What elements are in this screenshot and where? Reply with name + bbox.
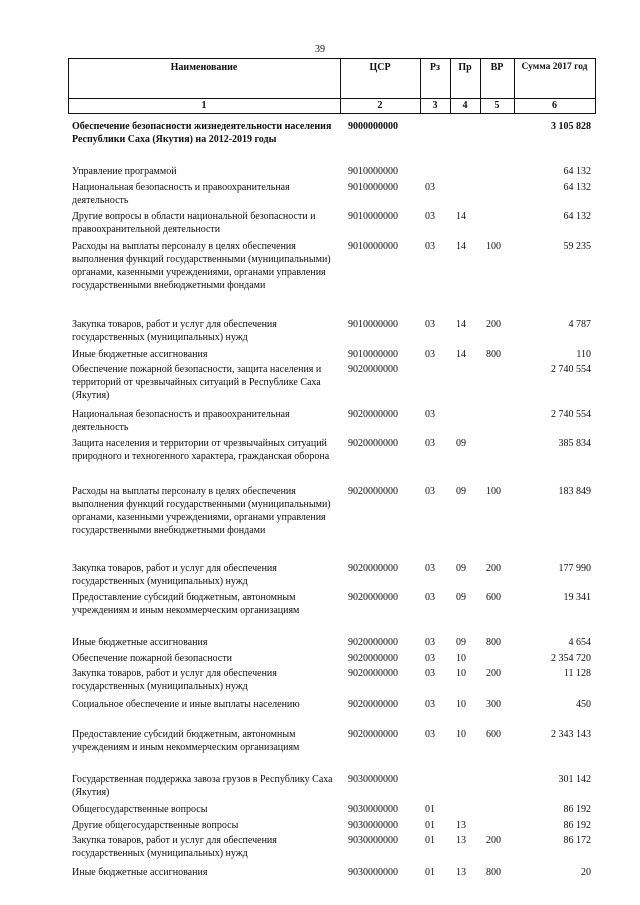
row-pr: 14 [456,319,466,330]
row-rz: 03 [425,592,435,603]
row-csr: 9020000000 [348,438,398,449]
row-rz: 03 [425,438,435,449]
row-csr: 9030000000 [348,820,398,831]
row-pr: 09 [456,486,466,497]
row-rz: 01 [425,820,435,831]
row-vr: 200 [486,668,501,679]
row-name: Другие общегосударственные вопросы [72,820,239,831]
row-sum: 110 [576,349,591,360]
row-pr: 09 [456,592,466,603]
row-sum: 11 128 [563,668,591,679]
row-vr: 100 [486,241,501,252]
row-sum: 183 849 [558,486,591,497]
row-csr: 9020000000 [348,699,398,710]
row-sum: 4 787 [568,319,591,330]
row-name: Предоставление субсидий бюджетным, автономным учреждениям и иным некоммерческим организациям [72,592,300,616]
row-sum: 86 172 [563,835,591,846]
header-number: 5 [494,100,500,111]
row-name: Расходы на выплаты персоналу в целях обеспечения выполнения функций государственными (муниципальными) органами, казенными учреждениями, органами управления государственными внебюджетными фондами [72,241,331,291]
header-rz: Рз [429,62,441,73]
row-rz: 01 [425,804,435,815]
row-csr: 9020000000 [348,592,398,603]
header-number: 4 [462,100,468,111]
row-csr: 9020000000 [348,486,398,497]
row-sum: 2 343 143 [551,729,591,740]
row-rz: 03 [425,653,435,664]
row-vr: 300 [486,699,501,710]
row-pr: 13 [456,867,466,878]
row-vr: 600 [486,592,501,603]
row-name: Национальная безопасность и правоохранительная деятельность [72,182,290,206]
row-rz: 03 [425,182,435,193]
header-vr: ВР [490,62,504,73]
row-csr: 9020000000 [348,668,398,679]
row-pr: 09 [456,563,466,574]
row-vr: 200 [486,319,501,330]
row-pr: 13 [456,835,466,846]
row-name: Другие вопросы в области национальной безопасности и правоохранительной деятельности [72,211,316,235]
row-rz: 03 [425,563,435,574]
row-csr: 9020000000 [348,653,398,664]
row-csr: 9020000000 [348,729,398,740]
row-pr: 10 [456,668,466,679]
row-sum: 19 341 [563,592,591,603]
row-sum: 301 142 [558,774,591,785]
row-name: Закупка товаров, работ и услуг для обеспечения государственных (муниципальных) нужд [72,563,277,587]
row-csr: 9020000000 [348,364,398,375]
header-number: 3 [432,100,438,111]
row-sum: 64 132 [563,182,591,193]
row-rz: 03 [425,486,435,497]
row-sum: 3 105 828 [551,121,591,132]
header-number: 1 [201,100,207,111]
row-csr: 9010000000 [348,211,398,222]
row-name: Общегосударственные вопросы [72,804,208,815]
row-sum: 450 [576,699,591,710]
row-csr: 9010000000 [348,241,398,252]
row-pr: 10 [456,699,466,710]
row-name: Расходы на выплаты персоналу в целях обеспечения выполнения функций государственными (муниципальными) органами, казенными учреждениями, органами управления государственными внебюджетными фондами [72,486,331,536]
row-name: Государственная поддержка завоза грузов в Республику Саха (Якутия) [72,774,333,798]
header-sum: Сумма 2017 год [521,62,588,72]
header-name: Наименование [170,62,238,73]
row-sum: 2 740 554 [551,364,591,375]
row-rz: 01 [425,835,435,846]
header-csr: ЦСР [369,62,391,73]
row-name: Обеспечение пожарной безопасности, защита населения и территорий от чрезвычайных ситуаций в Республике Саха (Якутия) [72,364,322,401]
row-vr: 200 [486,563,501,574]
row-sum: 20 [581,867,591,878]
row-csr: 9020000000 [348,637,398,648]
row-vr: 800 [486,867,501,878]
row-pr: 14 [456,241,466,252]
row-sum: 385 834 [558,438,591,449]
row-name: Национальная безопасность и правоохранительная деятельность [72,409,290,433]
row-name: Иные бюджетные ассигнования [72,637,208,648]
row-rz: 03 [425,637,435,648]
row-sum: 64 132 [563,211,591,222]
row-rz: 03 [425,729,435,740]
row-sum: 64 132 [563,166,591,177]
row-sum: 59 235 [563,241,591,252]
row-csr: 9030000000 [348,867,398,878]
row-rz: 03 [425,409,435,420]
row-csr: 9020000000 [348,409,398,420]
row-vr: 800 [486,637,501,648]
row-sum: 86 192 [563,804,591,815]
row-sum: 2 354 720 [551,653,591,664]
row-csr: 9010000000 [348,182,398,193]
row-name: Управление программой [72,166,177,177]
row-name: Обеспечение безопасности жизнедеятельности населения Республики Саха (Якутия) на 2012-2019 годы [72,121,332,145]
row-pr: 14 [456,211,466,222]
row-vr: 800 [486,349,501,360]
header-number: 2 [377,100,383,111]
row-csr: 9010000000 [348,349,398,360]
row-name: Обеспечение пожарной безопасности [72,653,233,664]
row-rz: 01 [425,867,435,878]
row-rz: 03 [425,349,435,360]
row-pr: 14 [456,349,466,360]
row-rz: 03 [425,241,435,252]
row-csr: 9030000000 [348,804,398,815]
row-sum: 2 740 554 [551,409,591,420]
row-csr: 9030000000 [348,835,398,846]
row-rz: 03 [425,668,435,679]
row-name: Закупка товаров, работ и услуг для обеспечения государственных (муниципальных) нужд [72,668,277,692]
row-pr: 09 [456,438,466,449]
row-name: Защита населения и территории от чрезвычайных ситуаций природного и техногенного характера, гражданская оборона [72,438,330,462]
row-rz: 03 [425,211,435,222]
row-csr: 9010000000 [348,166,398,177]
row-vr: 600 [486,729,501,740]
row-name: Социальное обеспечение и иные выплаты населению [72,699,300,710]
row-name: Иные бюджетные ассигнования [72,349,208,360]
row-name: Предоставление субсидий бюджетным, автономным учреждениям и иным некоммерческим организациям [72,729,300,753]
row-sum: 4 654 [568,637,591,648]
row-name: Закупка товаров, работ и услуг для обеспечения государственных (муниципальных) нужд [72,835,277,859]
row-pr: 13 [456,820,466,831]
row-vr: 200 [486,835,501,846]
row-pr: 10 [456,653,466,664]
row-sum: 86 192 [563,820,591,831]
row-rz: 03 [425,699,435,710]
header-pr: Пр [458,62,472,73]
row-pr: 09 [456,637,466,648]
row-csr: 9030000000 [348,774,398,785]
row-csr: 9000000000 [348,121,398,132]
header-number: 6 [552,100,557,111]
row-csr: 9010000000 [348,319,398,330]
row-rz: 03 [425,319,435,330]
row-csr: 9020000000 [348,563,398,574]
row-pr: 10 [456,729,466,740]
row-vr: 100 [486,486,501,497]
page-number: 39 [315,44,325,55]
row-name: Иные бюджетные ассигнования [72,867,208,878]
row-sum: 177 990 [558,563,591,574]
row-name: Закупка товаров, работ и услуг для обеспечения государственных (муниципальных) нужд [72,319,277,343]
